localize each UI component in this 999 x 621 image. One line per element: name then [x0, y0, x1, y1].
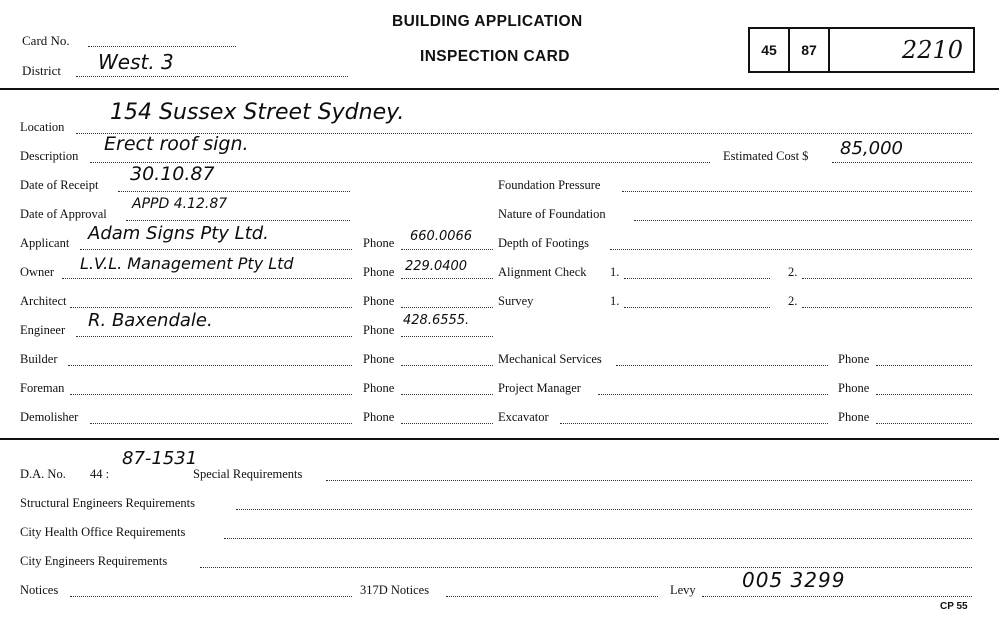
architect-label: Architect [20, 294, 67, 308]
notices-317d-dots [446, 596, 658, 597]
builder-phone-dots [401, 365, 493, 366]
city-engineers-dots [200, 567, 972, 568]
foreman-label: Foreman [20, 381, 65, 395]
description-label: Description [20, 149, 79, 163]
alignment-check-num2: 2. [788, 265, 798, 279]
project-manager-phone-dots [876, 394, 972, 395]
architect-dots [70, 307, 352, 308]
survey-num1: 1. [610, 294, 620, 308]
nature-of-foundation-dots [634, 220, 972, 221]
foundation-pressure-dots [622, 191, 972, 192]
demolisher-label: Demolisher [20, 410, 79, 424]
demolisher-dots [90, 423, 352, 424]
district-value: West. 3 [98, 50, 174, 74]
project-manager-label: Project Manager [498, 381, 581, 395]
box-cell-3: 2210 [901, 36, 963, 64]
da-no-value: 87-1531 [122, 448, 198, 469]
foreman-phone-dots [401, 394, 493, 395]
estimated-cost-label: Estimated Cost $ [723, 149, 809, 163]
date-of-approval-label: Date of Approval [20, 207, 107, 221]
applicant-phone-value: 660.0066 [410, 229, 473, 244]
levy-value: 005 3299 [742, 568, 846, 592]
project-manager-dots [598, 394, 828, 395]
architect-phone-dots [401, 307, 493, 308]
structural-engineers-dots [236, 509, 972, 510]
title-inspection-card: INSPECTION CARD [420, 48, 570, 65]
engineer-label: Engineer [20, 323, 66, 337]
applicant-phone-dots [401, 249, 493, 250]
owner-phone-value: 229.0400 [405, 259, 468, 274]
foreman-phone-label: Phone [363, 381, 395, 395]
alignment-check-dots1 [624, 278, 770, 279]
excavator-label: Excavator [498, 410, 549, 424]
date-of-receipt-value: 30.10.87 [130, 163, 215, 185]
applicant-label: Applicant [20, 236, 70, 250]
card-no-dots [88, 46, 236, 47]
mechanical-services-label: Mechanical Services [498, 352, 602, 366]
engineer-phone-label: Phone [363, 323, 395, 337]
nature-of-foundation-label: Nature of Foundation [498, 207, 606, 221]
excavator-phone-dots [876, 423, 972, 424]
engineer-value: R. Baxendale. [88, 310, 213, 331]
owner-phone-label: Phone [363, 265, 395, 279]
depth-of-footings-dots [610, 249, 972, 250]
foreman-dots [70, 394, 352, 395]
owner-value: L.V.L. Management Pty Ltd [80, 254, 294, 273]
box-cell-2: 87 [790, 29, 830, 71]
architect-phone-label: Phone [363, 294, 395, 308]
demolisher-phone-label: Phone [363, 410, 395, 424]
title-building-application: BUILDING APPLICATION [392, 13, 583, 30]
box-cell-1: 45 [750, 29, 790, 71]
middle-divider [0, 438, 999, 440]
form-code: CP 55 [940, 601, 968, 612]
card-number-box [748, 27, 975, 73]
date-of-approval-dots [126, 220, 350, 221]
engineer-phone-dots [401, 336, 493, 337]
description-value: Erect roof sign. [104, 133, 249, 155]
builder-dots [68, 365, 352, 366]
district-label: District [22, 63, 61, 78]
owner-dots [62, 278, 352, 279]
structural-engineers-label: Structural Engineers Requirements [20, 496, 195, 510]
mechanical-services-phone-dots [876, 365, 972, 366]
estimated-cost-dots [832, 162, 972, 163]
owner-phone-dots [401, 278, 493, 279]
mechanical-services-dots [616, 365, 828, 366]
foundation-pressure-label: Foundation Pressure [498, 178, 601, 192]
date-of-receipt-label: Date of Receipt [20, 178, 99, 192]
da-no-label: D.A. No. [20, 467, 66, 481]
location-label: Location [20, 120, 65, 134]
notices-317d-label: 317D Notices [360, 583, 430, 597]
excavator-phone-label: Phone [838, 410, 870, 424]
alignment-check-label: Alignment Check [498, 265, 587, 279]
alignment-check-dots2 [802, 278, 972, 279]
demolisher-phone-dots [401, 423, 493, 424]
owner-label: Owner [20, 265, 55, 279]
notices-label: Notices [20, 583, 59, 597]
project-manager-phone-label: Phone [838, 381, 870, 395]
card-no-label: Card No. [22, 33, 70, 48]
mechanical-services-phone-label: Phone [838, 352, 870, 366]
top-divider [0, 88, 999, 90]
notices-dots [70, 596, 352, 597]
city-health-dots [224, 538, 972, 539]
builder-label: Builder [20, 352, 58, 366]
location-value: 154 Sussex Street Sydney. [110, 100, 405, 125]
date-of-receipt-dots [118, 191, 350, 192]
da-no-prefix: 44 : [90, 467, 110, 481]
levy-label: Levy [670, 583, 696, 597]
city-health-label: City Health Office Requirements [20, 525, 186, 539]
depth-of-footings-label: Depth of Footings [498, 236, 589, 250]
district-dots [76, 76, 348, 77]
engineer-dots [76, 336, 352, 337]
builder-phone-label: Phone [363, 352, 395, 366]
special-requirements-dots [326, 480, 972, 481]
excavator-dots [560, 423, 828, 424]
survey-num2: 2. [788, 294, 798, 308]
applicant-phone-label: Phone [363, 236, 395, 250]
special-requirements-label: Special Requirements [193, 467, 303, 481]
survey-dots2 [802, 307, 972, 308]
applicant-dots [80, 249, 352, 250]
city-engineers-label: City Engineers Requirements [20, 554, 168, 568]
applicant-value: Adam Signs Pty Ltd. [88, 223, 269, 244]
alignment-check-num1: 1. [610, 265, 620, 279]
estimated-cost-value: 85,000 [840, 138, 903, 159]
levy-dots [702, 596, 972, 597]
engineer-phone-value: 428.6555. [403, 313, 470, 328]
survey-label: Survey [498, 294, 534, 308]
survey-dots1 [624, 307, 770, 308]
date-of-approval-value: APPD 4.12.87 [132, 196, 228, 212]
